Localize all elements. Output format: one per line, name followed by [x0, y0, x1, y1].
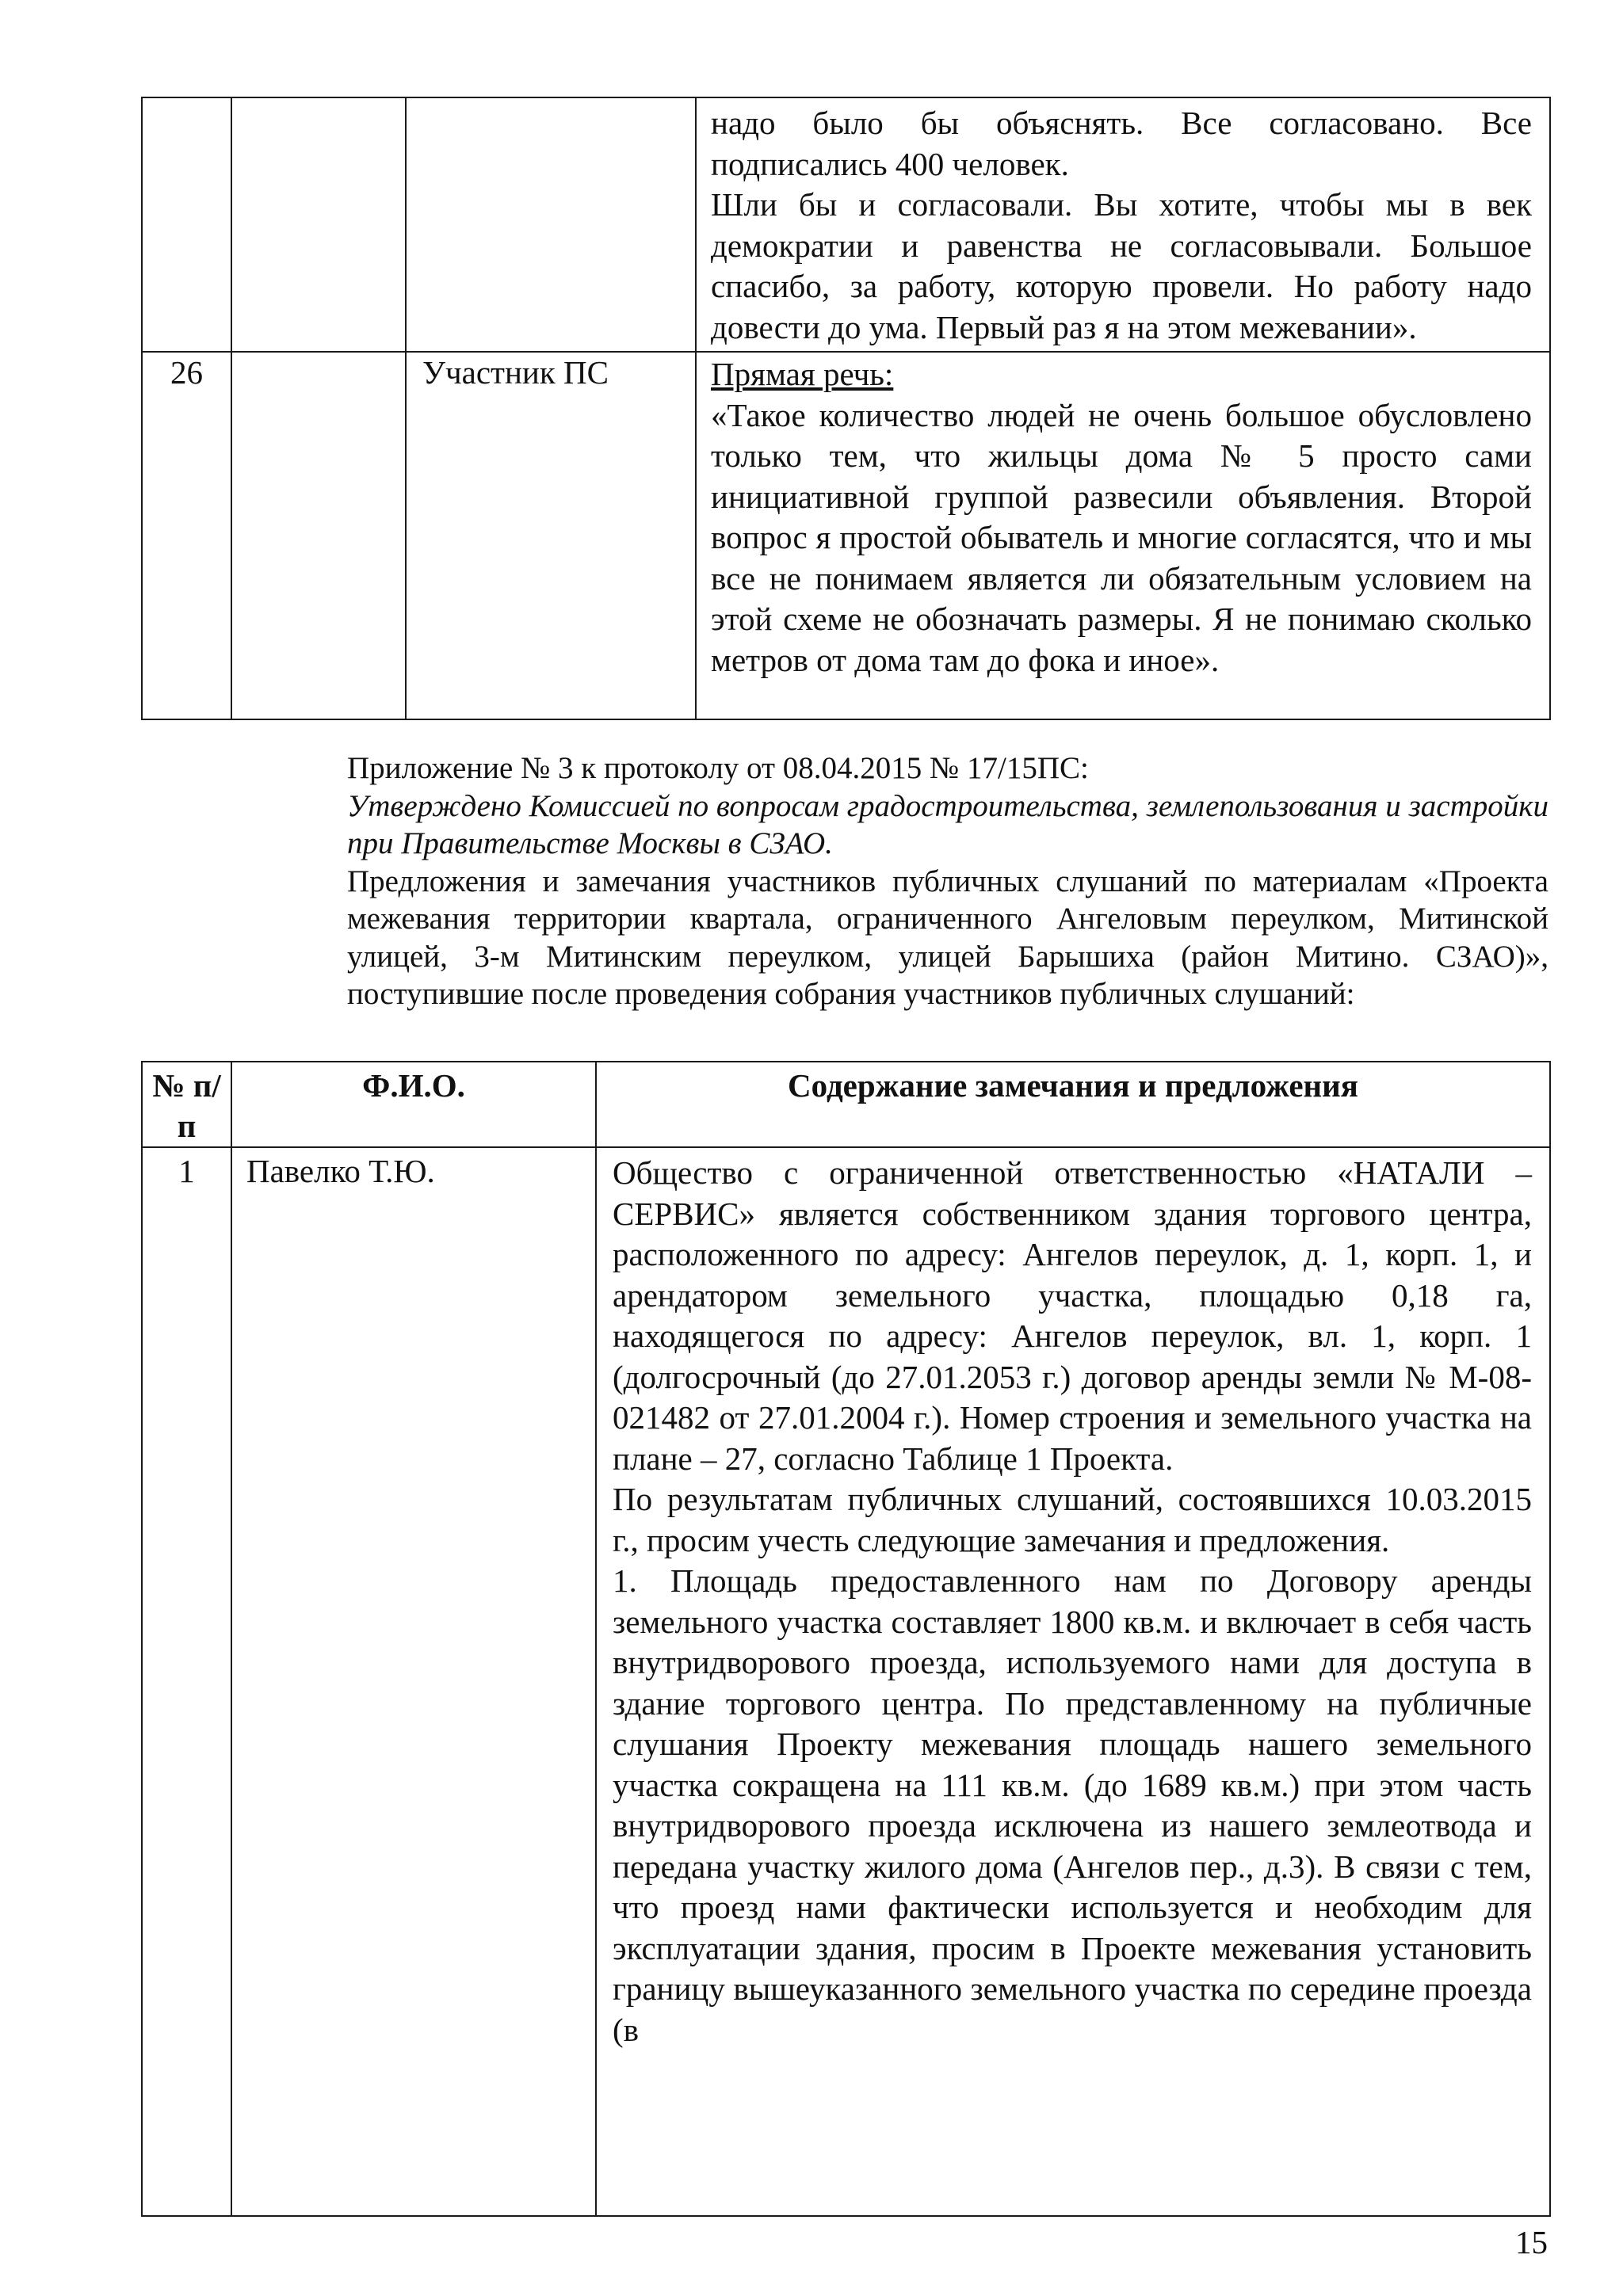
- name-cell: [231, 352, 406, 719]
- appendix-description: Предложения и замечания участников публичных слушаний по материалам «Проекта межевания территории квартала, ограниченного Ангеловым переулком, Митинской улицей, 3-м Митинским переулком, улицей Барышиха (район Митино. СЗАО)», поступившие после проведения собрания участников публичных слушаний:: [347, 864, 1549, 1011]
- comment-paragraph: Шли бы и согласовали. Вы хотите, чтобы мы в век демократии и равенства не согласовывали. Большое спасибо, за работу, которую провели. Но работу надо довести до ума. Первый раз я на этом межевании».: [711, 186, 1532, 345]
- appendix-heading: [347, 749, 1549, 1013]
- page-number: 15: [1515, 2224, 1548, 2260]
- direct-speech-heading: Прямая речь:: [711, 356, 894, 392]
- comment-cell: [696, 97, 1550, 352]
- comment-paragraph: По результатам публичных слушаний, состоявшихся 10.03.2015 г., просим учесть следующие замечания и предложения.: [613, 1481, 1532, 1558]
- comment-paragraph: Общество с ограниченной ответственностью «НАТАЛИ – СЕРВИС» является собственником здания торгового центра, расположенного по адресу: Ангелов переулок, д. 1, корп. 1, и арендатором земельного участка, площадью 0,18 га, находящегося по адресу: Ангелов переулок, вл. 1, корп. 1 (долгосрочный (до 27.01.2053 г.) договор аренды земли № М-08-021482 от 27.01.2004 г.). Номер строения и земельного участка на плане – 27, согласно Таблице 1 Проекта.: [613, 1154, 1532, 1477]
- comment-cell: [696, 352, 1550, 719]
- header-content: Содержание замечания и предложения: [596, 1062, 1550, 1147]
- approval-note: Утверждено Комиссией по вопросам градостроительства, землепользования и застройки при Правительстве Москвы в СЗАО.: [347, 788, 1549, 860]
- header-name: Ф.И.О.: [231, 1062, 596, 1147]
- table-row: [142, 97, 1550, 352]
- row-number-cell: 1: [142, 1147, 231, 2216]
- participant-role-cell: [406, 97, 696, 352]
- proposals-table: [141, 1061, 1551, 2217]
- table-header-row: [142, 1062, 1550, 1147]
- name-cell: [231, 97, 406, 352]
- table-row: [142, 352, 1550, 719]
- header-num: № п/п: [142, 1062, 231, 1147]
- row-number-cell: 26: [142, 352, 231, 719]
- comment-cell: [596, 1147, 1550, 2216]
- appendix-reference: Приложение № 3 к протоколу от 08.04.2015 № 17/15ПС:: [347, 751, 1089, 785]
- comment-paragraph: 1. Площадь предоставленного нам по Договору аренды земельного участка составляет 1800 кв.м. и включает в себя часть внутридворового проезда, используемого нами для доступа в здание торгового центра. По представленному на публичные слушания Проекту межевания площадь нашего земельного участка сокращена на 111 кв.м. (до 1689 кв.м.) при этом часть внутридворового проезда исключена из нашего землеотвода и передана участку жилого дома (Ангелов пер., д.3). В связи с тем, что проезд нами фактически используется и необходим для эксплуатации здания, просим в Проекте межевания установить границу вышеуказанного земельного участка по середине проезда (в: [613, 1562, 1532, 2048]
- comment-paragraph: надо было бы объяснять. Все согласовано. Все подписались 400 человек.: [711, 105, 1532, 182]
- name-cell: Павелко Т.Ю.: [231, 1147, 596, 2216]
- table-row: [142, 1147, 1550, 2216]
- continued-comments-table: [141, 97, 1551, 720]
- participant-role-cell: Участник ПС: [406, 352, 696, 719]
- comment-paragraph: «Такое количество людей не очень большое обусловлено только тем, что жильцы дома № 5 просто сами инициативной группой развесили объявления. Второй вопрос я простой обыватель и многие согласятся, что и мы все не понимаем является ли обязательным условием на этой схеме не обозначать размеры. Я не понимаю сколько метров от дома там до фока и иное».: [711, 396, 1532, 678]
- row-number-cell: [142, 97, 231, 352]
